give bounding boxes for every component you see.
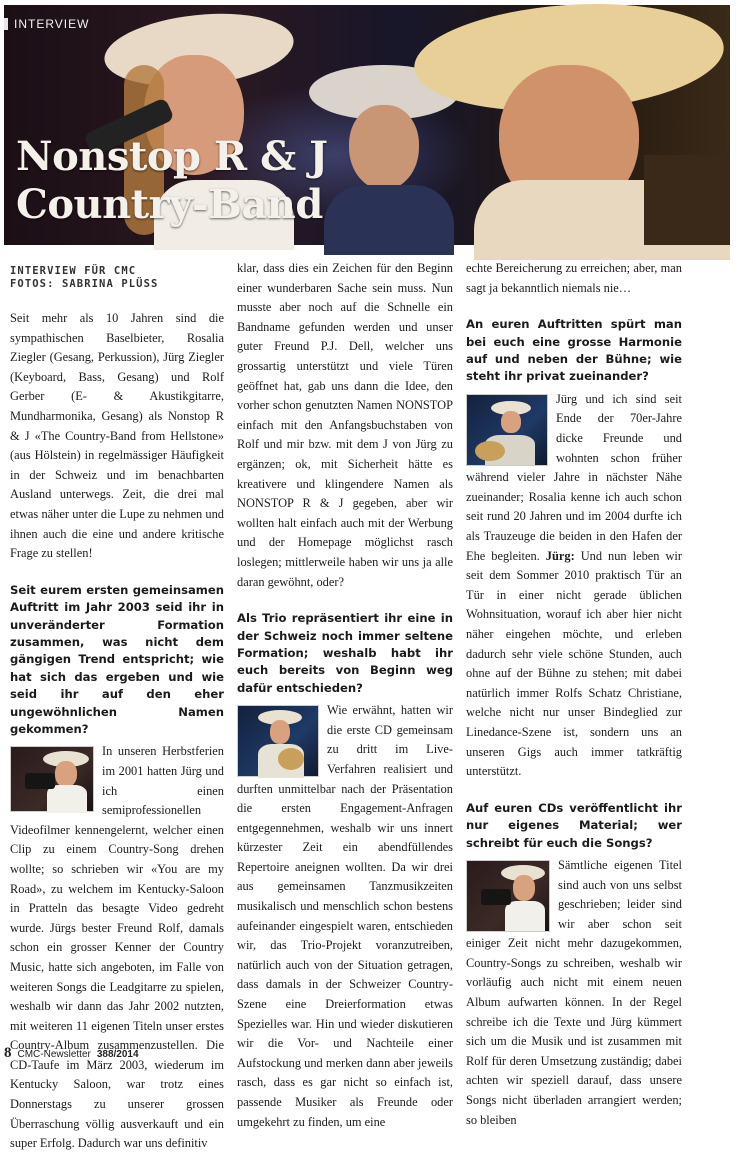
publication-name: CMC-Newsletter — [17, 1049, 91, 1060]
section-label — [4, 17, 89, 31]
answer-3-part-2: Und nun leben wir seit dem Sommer 2010 praktisch Tür an Tür in einer nicht gerade üblichen Wohnsituation, worauf ich aber hier nicht näher eingehen möchte, und erleben dadurch sehr viele schöne Stunden, auch ohne auf der Bühne zu stehen; mit dabei natürlich immer Rolfs Schatz Christiane, welche nicht nur unser Bindeglied zur Linedance-Szene ist, sondern uns an unseren Gigs auch immer tatkräftig unterstützt. — [466, 548, 682, 779]
page-number: 8 — [4, 1045, 12, 1061]
issue-number: 388/2014 — [96, 1049, 139, 1060]
article-title: Nonstop R & J Country-Band — [16, 133, 328, 228]
question-2: Als Trio repräsentiert ihr eine in der Schweiz noch immer seltene Formation; weshalb habt ihr euch bereits von Beginn weg dafür entschieden? — [237, 611, 453, 695]
photo-rosalia-camera-2 — [466, 860, 550, 932]
magazine-page — [4, 5, 730, 1151]
credits-interview: INTERVIEW FÜR CMC — [10, 265, 137, 277]
question-3: An euren Auftritten spürt man bei euch eine grosse Harmonie auf und neben der Bühne; wie steht ihr privat zueinander? — [466, 317, 682, 384]
answer-2-continued: echte Bereicherung zu erreichen; aber, man sagt ja bekanntlich niemals nie… — [466, 261, 682, 295]
question-1: Seit eurem ersten gemeinsamen Auftritt im Jahr 2003 seid ihr in unveränderter Formation zusammen, was nicht dem gängigen Trend entspricht; wie hat sich das ergeben und wie seid ihr auf den eher ungewöhnlichen Namen gekommen? — [10, 582, 224, 736]
column-3 — [466, 259, 682, 1130]
section-label-text: INTERVIEW — [14, 17, 90, 31]
credits — [10, 265, 224, 291]
answer-2: Wie erwähnt, hatten wir die erste CD gemeinsam zu dritt im Live-Verfahren realisiert und durften unmittelbar nach der Präsentation die ersten Engagement-Anfragen entgegennehmen, weshalb wir uns innert kürzester Zeit ein abendfüllendes Repertoire aneignen wollten. Da wir drei aus gemeinsamen Tanzmusikzeiten musikalisch und menschlich schon bestens aufeinander eingespielt waren, entschieden wir, das Trio-Projekt voranzutreiben, natürlich auch von der Situation getragen, dass damals in der Schweizer Country-Szene eine Dreierformation etwas Spezielles war. Hin und wieder diskutieren wir die Vor- und Nachteile einer Aufstockung und merken dann aber jeweils rasch, dass es gar nicht so einfach ist, passende Musiker als Freunde oder umgekehrt zu finden, um eine — [237, 703, 453, 1129]
hero-photo — [4, 5, 730, 245]
photo-rolf-guitar — [237, 705, 319, 777]
photo-rosalia-camera — [10, 746, 94, 812]
column-2 — [237, 259, 453, 1132]
credits-photos: FOTOS: SABRINA PLÜSS — [10, 278, 159, 290]
photo-rolf-stage — [466, 394, 548, 466]
answer-3-speaker: Jürg: — [545, 548, 575, 563]
page-footer — [4, 1045, 139, 1062]
answer-4: Sämtliche eigenen Titel sind auch von uns selbst geschrieben; leider sind wir aber schon seit einiger Zeit nicht mehr dazugekommen, Country-Songs zu schreiben, weshalb wir vorläufig auch nicht mit einem neuen Album aufwarten können. In der Regel schreibe ich die Texte und Jürg kümmert sich um die Musik und ist zusammen mit Rolf für deren Umsetzung zuständig; dabei achten wir speziell darauf, dass unsere Songs nicht überladen arrangiert werden; so bleiben — [466, 857, 682, 1127]
intro-paragraph: Seit mehr als 10 Jahren sind die sympathischen Baselbieter, Rosalia Ziegler (Gesang, Perkussion), Jürg Ziegler (Keyboard, Bass, Gesang) und Rolf Gerber (E- & Akustikgitarre, Mundharmonika, Gesang) als Nonstop R & J «The Country-Band from Hellstone» (aus Hölstein) in regelmässiger Häufigkeit in der Schweiz und im benachbarten Ausland unterwegs. Zeit, die drei mal etwas näher unter die Lupe zu nehmen und ihnen auch die eine und andere kritische Frage zu stellen! — [10, 311, 224, 561]
answer-1: In unseren Herbstferien im 2001 hatten Jürg und ich einen semiprofessionellen Videofilmer kennengelernt, welcher einen Clip zu einem Country-Song drehen wollte; so schrieben wir «You are my Road», zu welchem im Kentucky-Saloon in Pratteln das besagte Video gedreht wurde. Jürgs bester Freund Rolf, damals schon ein grosser Kenner der Country Music, hatte sich angeboten, im Falle von weiteren Songs die Leadgitarre zu spielen, weshalb wir dann das Jahr 2002 nutzten, mit weiteren 11 eigenen Titeln unser erstes Country-Album zusammenzustellen. Die CD-Taufe im März 2003, wiederum im Kentucky Saloon, war trotz eines Donnerstags zu unserer grossen Überraschung völlig ausverkauft und ein super Erfolg. Dadurch war uns definitiv — [10, 744, 224, 1151]
answer-3-part-1: Jürg und ich sind seit Ende der 70er-Jahre dicke Freunde und wohnten schon früher während vieler Jahre in nächster Nähe zueinander; Rosalia kenne ich auch schon seit rund 20 Jahren und im 2004 durfte ich als Trauzeuge die beiden in den Hafen der Ehe begleiten. — [466, 391, 682, 563]
column-1 — [10, 265, 224, 1154]
answer-1-continued: klar, dass dies ein Zeichen für den Beginn einer wunderbaren Sache sein muss. Nun musste aber noch auf die Schnelle ein Bandname gefunden werden und unser guter Freund P.J. Dell, welcher uns grossartig unterstützt und viele Türen geöffnet hat, gab uns dann die Idee, den vorher schon genutzten Namen NONSTOP einfach mit den Anfangsbuchstaben von Rolf und mir bzw. mit dem J von Jürg zu ergänzen; ok, mit Sicherheit hätte es kreativere und klingendere Namen als NONSTOP R & J gegeben, aber wir wollten halt einfach auch mit der Werbung und der Homepage möglichst rasch loslegen; mittlerweile haben wir uns ja alle daran gewöhnt, oder? — [237, 261, 453, 589]
question-4: Auf euren CDs veröffentlicht ihr nur eigenes Material; wer schreibt für euch die Songs? — [466, 800, 682, 850]
